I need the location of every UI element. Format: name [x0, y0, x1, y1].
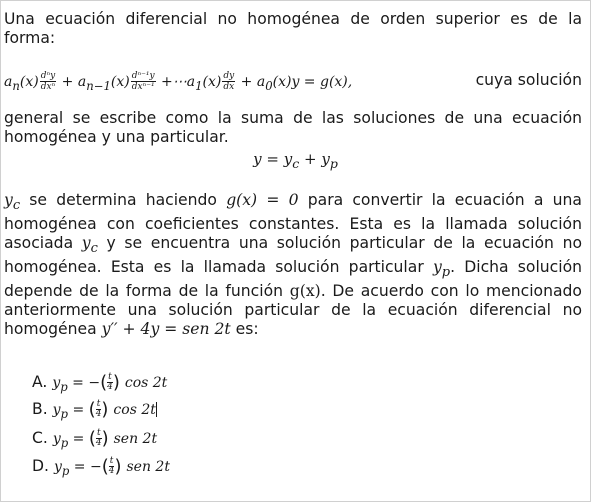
option-b[interactable]: B. $y_p$ = ( $\frac{t}{4}$ ) cos 2t: [32, 399, 156, 421]
general-equation: $a_n(x)$ $\frac{\text{dⁿy}}{\text{dxⁿ}}$ + $a_{n-1}(x)$ $\frac{\text{dⁿ⁻¹y}}{\text{dxⁿ⁻¹}}$ $+\cdots a_1(x)$ $\frac{dy}{dx}$ + $a_0(x)y = g(x)$, cuya solución: [4, 71, 582, 93]
option-c[interactable]: C. $y_p$ = ( $\frac{t}{4}$ ) sen 2t: [32, 428, 158, 450]
fraction-dy-dx: $\frac{dy}{dx}$: [223, 71, 235, 92]
equation-tail: cuya solución: [475, 71, 582, 89]
text-cursor: [156, 402, 157, 417]
intro-text: Una ecuación diferencial no homogénea de orden superior es de la forma:: [4, 10, 582, 47]
fraction-dny-dxn: $\frac{\text{dⁿy}}{\text{dxⁿ}}$: [40, 71, 56, 92]
solution-equation: $y = y_c + y_p$: [253, 150, 338, 171]
fraction-dn1y: $\frac{\text{dⁿ⁻¹y}}{\text{dxⁿ⁻¹}}$: [131, 71, 155, 92]
option-a[interactable]: A. $y_p$ = −( $\frac{t}{4}$ ) cos 2t: [32, 372, 168, 394]
paragraph: $y_c$ se determina haciendo g(x) = 0 para convertir la ecuación a una homogénea con coeficientes constantes. Esta es la llamada solución asociada $y_c$ y se encuentra una solución particular de la ecuación no homogénea. Esta es la llamada solución particular $y_p$. Dicha solución depende de la forma de la función g(x). De acuerdo con lo mencionado anteriormente una solución particular de la ecuación diferencial no homogénea y′′ + 4y = sen 2t es:: [4, 191, 582, 339]
general-text: general se escribe como la suma de las soluciones de una ecuación homogénea y una particular.: [4, 109, 582, 146]
option-d[interactable]: D. $y_p$ = −( $\frac{t}{4}$ ) sen 2t: [32, 456, 170, 478]
